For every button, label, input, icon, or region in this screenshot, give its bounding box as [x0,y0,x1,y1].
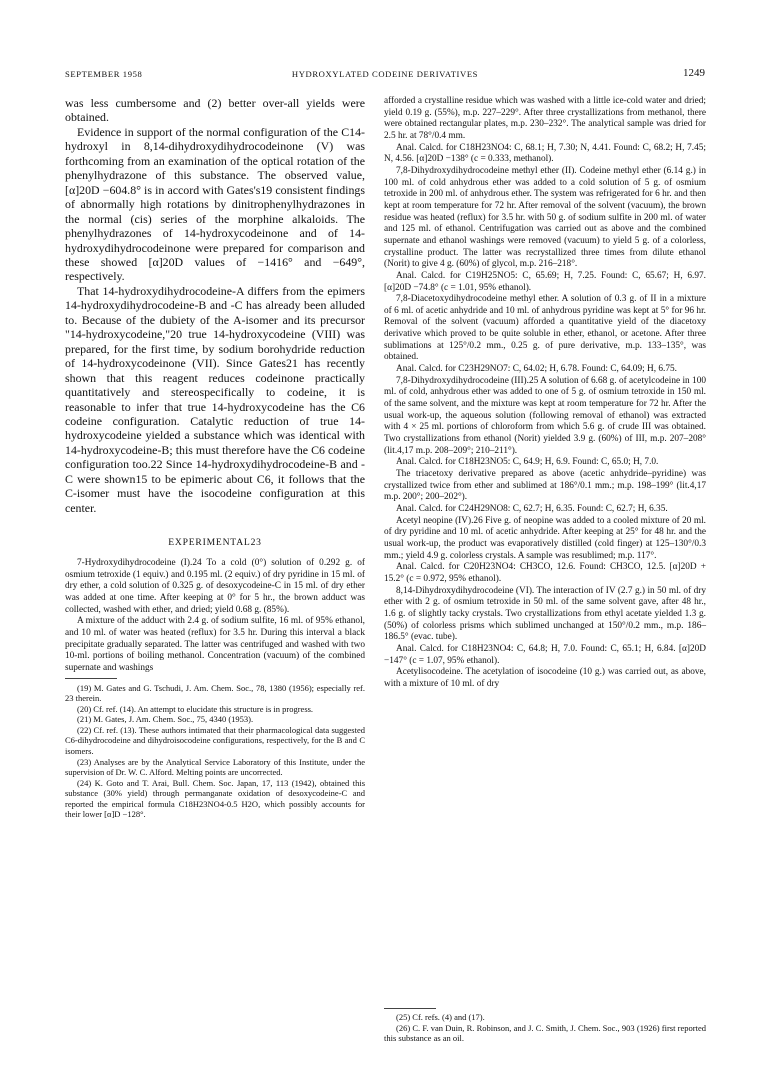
footnote: (26) C. F. van Duin, R. Robinson, and J. C. Smith, J. Chem. Soc., 903 (1926) first reported this substance as an oil. [384,1022,706,1044]
footnote: (24) K. Goto and T. Arai, Bull. Chem. Soc. Japan, 17, 113 (1942), obtained this substance (30% yield) through permanganate oxidation of desoxycodeine-C and reported the empirical formula C18H23NO4-0.5 H2O, which possibly accounts for their lower [α]D −128°. [65,777,365,820]
footnote: (25) Cf. refs. (4) and (17). [396,1012,485,1022]
body-paragraph: was less cumbersome and (2) better over-all yields were obtained. [65,96,365,125]
body-paragraph: That 14-hydroxydihydrocodeine-A differs from the epimers 14-hydroxydihydrocodeine-B and -C has already been alluded to. Because of the dubiety of the A-isomer and its precursor "14-hydroxycodeine,"20 true 14-hydroxycodeine (VIII) was prepared, for the first time, by sodium borohydride reduction of 14-hydroxycodeinone (VII). Since Gates21 has recently shown that this reagent reduces codeinone practically quantitatively and stereospecifically to codeine, it is reasonable to infer that true 14-hydroxycodeine has the C6 codeine configuration. Catalytic reduction of true 14-hydroxycodeine yielded a substance which was identical with 14-hydroxycodeine-B; this must therefore have the C6 codeine configuration too.22 Since 14-hydroxydihydrocodeine-B and -C were shown15 to be epimeric about C6, it follows that the C-isomer must have the isocodeine configuration at this center. [65,283,365,515]
right-column [384,96,706,690]
procedure-paragraph: The triacetoxy derivative prepared as above (acetic anhydride–pyridine) was crystallized twice from ether and sublimed at 186°/0.1 mm.; m.p. 198–199° (lit.4,17 m.p. 200°; 200–202°). [384,469,706,503]
experimental-paragraph: 7-Hydroxydihydrocodeine (I).24 To a cold (0°) solution of 0.292 g. of osmium tetroxide (1 equiv.) and 0.195 ml. (2 equiv.) of dry pyridine in 15 ml. of dry ether, a cold solution of 0.325 g. of desoxycodeine-C in 15 ml. of dry ether was added at one time. After keeping at 0° for 5 hr., the brown adduct was collected, washed with ether, and dried; yield 0.68 g. (85%). [65,558,365,615]
section-heading-experimental: EXPERIMENTAL23 [168,537,262,549]
running-header [65,69,705,83]
procedure-paragraph: 7,8-Diacetoxydihydrocodeine methyl ether. A solution of 0.3 g. of II in a mixture of 6 ml. of acetic anhydride and 10 ml. of anhydrous pyridine was kept at 5° for 96 hr. Removal of the solvent (vacuum) afforded a quantitative yield of the diacetoxy derivative which proved to be quite soluble in ether, ethanol, or acetone. After three sublimations at 125°/0.2 mm., 0.25 g. of pure derivative, m.p. 133–135°, was obtained. [384,294,706,363]
analysis-paragraph: Anal. Calcd. for C18H23NO5: C, 64.9; H, 6.9. Found: C, 65.0; H, 7.0. [396,457,659,468]
analysis-paragraph: Anal. Calcd. for C24H29NO8: C, 62.7; H, 6.35. Found: C, 62.7; H, 6.35. [396,503,668,514]
body-paragraph: Evidence in support of the normal configuration of the C14-hydroxyl in 8,14-dihydroxydihydrocodeinone (V) was forthcoming from an examination of the optical rotation of the phenylhydrazone of this substance. The observed value, [α]20D −604.8° is in accord with Gates's19 consistent findings of abnormally high rotations by dinitrophenylhydrazones in the normal (cis) series of the morphine alkaloids. The phenylhydrazones of 14-hydroxycodeinone and of 14-hydroxydihydrocodeinone were prepared for comparison and these showed [α]20D values of −1416° and −649°, respectively. [65,124,365,284]
analysis-paragraph: Anal. Calcd. for C18H23NO4: C, 68.1; H, 7.30; N, 4.41. Found: C, 68.2; H, 7.45; N, 4.56. [α]20D −138° (c = 0.333, methanol). [384,142,706,165]
procedure-paragraph: Acetylisocodeine. The acetylation of isocodeine (10 g.) was carried out, as above, with a mixture of 10 ml. of dry [384,667,706,689]
footnote-rule [65,678,117,679]
body-paragraph: afforded a crystalline residue which was washed with a little ice-cold water and dried; yield 0.19 g. (55%), m.p. 227–229°. After three crystallizations from methanol, there were obtained rectangular plates, m.p. 230–232°. The analytical sample was dried for 2.5 hr. at 78°/0.4 mm. [384,96,706,141]
procedure-paragraph: Acetyl neopine (IV).26 Five g. of neopine was added to a cooled mixture of 20 ml. of dry pyridine and 10 ml. of acetic anhydride. After keeping at 25° for 48 hr. and the usual work-up, the product was evaporatively distilled (cold finger) at 125–130°/0.3 mm.; yield 4.9 g. colorless crystals. A sample was resublimed; m.p. 117°. [384,515,706,561]
footnote-rule [384,1008,436,1009]
experimental-paragraph: A mixture of the adduct with 2.4 g. of sodium sulfite, 16 ml. of 95% ethanol, and 10 ml. of water was heated (reflux) for 3.5 hr. During this interval a black precipitate gradually separated. The latter was centrifuged and washed with two 10-ml. portions of boiling methanol. Concentration (vacuum) of the combined supernate and washings [65,616,365,674]
procedure-paragraph: 7,8-Dihydroxydihydrocodeine (III).25 A solution of 6.68 g. of acetylcodeine in 100 ml. of cold, anhydrous ether was added to one of 5 g. of osmium tetroxide in 150 ml. of the same solvent, and the mixture was kept at room temperature for 72 hr. After the usual work-up, the aqueous solution (following removal of ethanol) was extracted with 4 × 25 ml. portions of chloroform from which 5.6 g. of crude III was obtained. Two crystallizations from ethanol (Norit) yielded 3.9 g. (60%) of III, m.p. 207–208° (lit.4,17 m.p. 208–209°; 210–211°). [384,375,706,456]
page-number: 1249 [683,67,705,79]
analysis-paragraph: Anal. Calcd. for C19H25NO5: C, 65.69; H, 7.25. Found: C, 65.67; H, 6.97. [α]20D −74.8° (c = 1.01, 95% ethanol). [384,270,706,293]
header-title: HYDROXYLATED CODEINE DERIVATIVES [291,69,479,79]
footnote: (20) Cf. ref. (14). An attempt to elucidate this structure is in progress. [77,703,314,714]
footnote: (21) M. Gates, J. Am. Chem. Soc., 75, 4340 (1953). [77,714,254,725]
analysis-paragraph: Anal. Calcd. for C18H23NO4: C, 64.8; H, 7.0. Found: C, 65.1; H, 6.84. [α]20D −147° (c = 1.07, 95% ethanol). [384,643,706,666]
procedure-paragraph: 8,14-Dihydroxydihydrocodeine (VI). The interaction of IV (2.7 g.) in 50 ml. of dry ether with 2 g. of osmium tetroxide in 50 ml. of the same solvent gave, after 48 hr., 1.6 g. of slightly tacky crystals. Two crystallizations from ethyl acetate yielded 1.3 g. (50%) of colorless prisms which sublimed unchanged at 150°/0.2 mm., m.p. 186–186.5° (evac. tube). [384,585,706,643]
right-footnotes [384,1008,706,1044]
footnote: (23) Analyses are by the Analytical Service Laboratory of this Institute, under the supervision of Dr. W. C. Alford. Melting points are uncorrected. [65,756,365,778]
procedure-paragraph: 7,8-Dihydroxydihydrocodeine methyl ether (II). Codeine methyl ether (6.14 g.) in 100 ml. of cold anhydrous ether was added to a cold solution of 5 g. of osmium tetroxide in 200 ml. of anhydrous ether. The system was refrigerated for 6 hr. and then kept at room temperature for 72 hr. After removal of the solvent (vacuum), the brown residue was heated (reflux) for 3.5 hr. with 50 g. of sodium sulfite in 200 ml. of water and 125 ml. of ethanol. Centrifugation was carried out as above and the combined supernate and ethanol washings were removed (vacuum) to yield 5 g. of a colorless, crystalline product. The latter was recrystallized three times from dilute ethanol (Norit) to give 4 g. (60%) of glycol, m.p. 216–218°. [384,165,706,270]
footnote: (22) Cf. ref. (13). These authors intimated that their pharmacological data suggested C6-dihydrocodeine and dihydroisocodeine configurations, respectively, for the B and C isomers. [65,724,365,756]
left-column [65,96,365,820]
analysis-paragraph: Anal. Calcd. for C23H29NO7: C, 64.02; H, 6.78. Found: C, 64.09; H, 6.75. [396,364,677,375]
header-date: SEPTEMBER 1958 [65,69,143,79]
analysis-paragraph: Anal. Calcd. for C20H23NO4: CH3CO, 12.6. Found: CH3CO, 12.5. [α]20D + 15.2° (c = 0.972, 95% ethanol). [384,562,706,584]
footnote: (19) M. Gates and G. Tschudi, J. Am. Chem. Soc., 78, 1380 (1956); especially ref. 23 therein. [65,682,365,704]
